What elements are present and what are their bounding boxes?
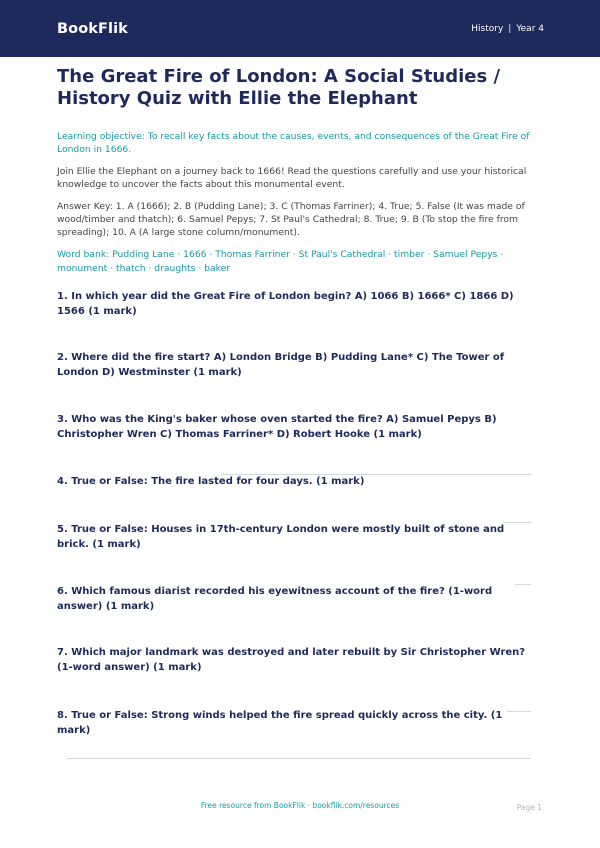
- page-number: Page 1: [516, 803, 542, 812]
- question-1: 1. In which year did the Great Fire of London begin? A) 1066 B) 1666* C) 1866 D) 1566 (1 mark): [57, 291, 514, 317]
- question-8: 8. True or False: Strong winds helped the fire spread quickly across the city. (1 mark): [57, 710, 503, 736]
- footer-resource-link[interactable]: Free resource from BookFlik · bookflik.com/resources: [200, 801, 400, 810]
- question-3: 3. Who was the King's baker whose oven started the fire? A) Samuel Pepys B) Christopher Wren C) Thomas Farriner* D) Robert Hooke (1 mark): [57, 414, 497, 440]
- breadcrumb-year[interactable]: Year 4: [516, 23, 544, 34]
- page-title: The Great Fire of London: A Social Studies / History Quiz with Ellie the Elephant: [57, 66, 501, 109]
- question-6: 6. Which famous diarist recorded his eyewitness account of the fire? (1-word answer) (1 mark): [57, 586, 493, 612]
- question-7: 7. Which major landmark was destroyed and later rebuilt by Sir Christopher Wren? (1-word answer) (1 mark): [57, 647, 526, 673]
- learning-objective: Learning objective: To recall key facts about the causes, events, and consequences of the Great Fire of London in 1666.: [57, 131, 530, 155]
- top-header-bar: [0, 0, 600, 57]
- answer-line: [67, 758, 531, 759]
- question-5: 5. True or False: Houses in 17th-century London were mostly built of stone and brick. (1 mark): [57, 524, 505, 550]
- word-bank: Word bank: Pudding Lane · 1666 · Thomas Farriner · St Paul's Cathedral · timber · Samuel Pepys · monument · thatch · draughts · baker: [57, 249, 504, 274]
- question-4: 4. True or False: The fire lasted for four days. (1 mark): [57, 476, 365, 487]
- intro-paragraph: Join Ellie the Elephant on a journey back to 1666! Read the questions carefully and use your historical knowledge to uncover the facts about this monumental event.: [57, 166, 527, 190]
- question-2: 2. Where did the fire start? A) London Bridge B) Pudding Lane* C) The Tower of London D) Westminster (1 mark): [57, 352, 505, 378]
- breadcrumb: [471, 24, 544, 34]
- breadcrumb-subject[interactable]: History: [471, 23, 504, 34]
- breadcrumb-separator: |: [508, 23, 512, 34]
- answer-key: Answer Key: 1. A (1666); 2. B (Pudding Lane); 3. C (Thomas Farriner); 4. True; 5. False (It was made of wood/timber and thatch); 6. Samuel Pepys; 7. St Paul's Cathedral; 8. True; 9. B (To stop the fire from spreading); 10. A (A large stone column/monument).: [57, 201, 525, 238]
- brand-logo[interactable]: BookFlik: [57, 20, 128, 37]
- document-intro: [57, 66, 537, 275]
